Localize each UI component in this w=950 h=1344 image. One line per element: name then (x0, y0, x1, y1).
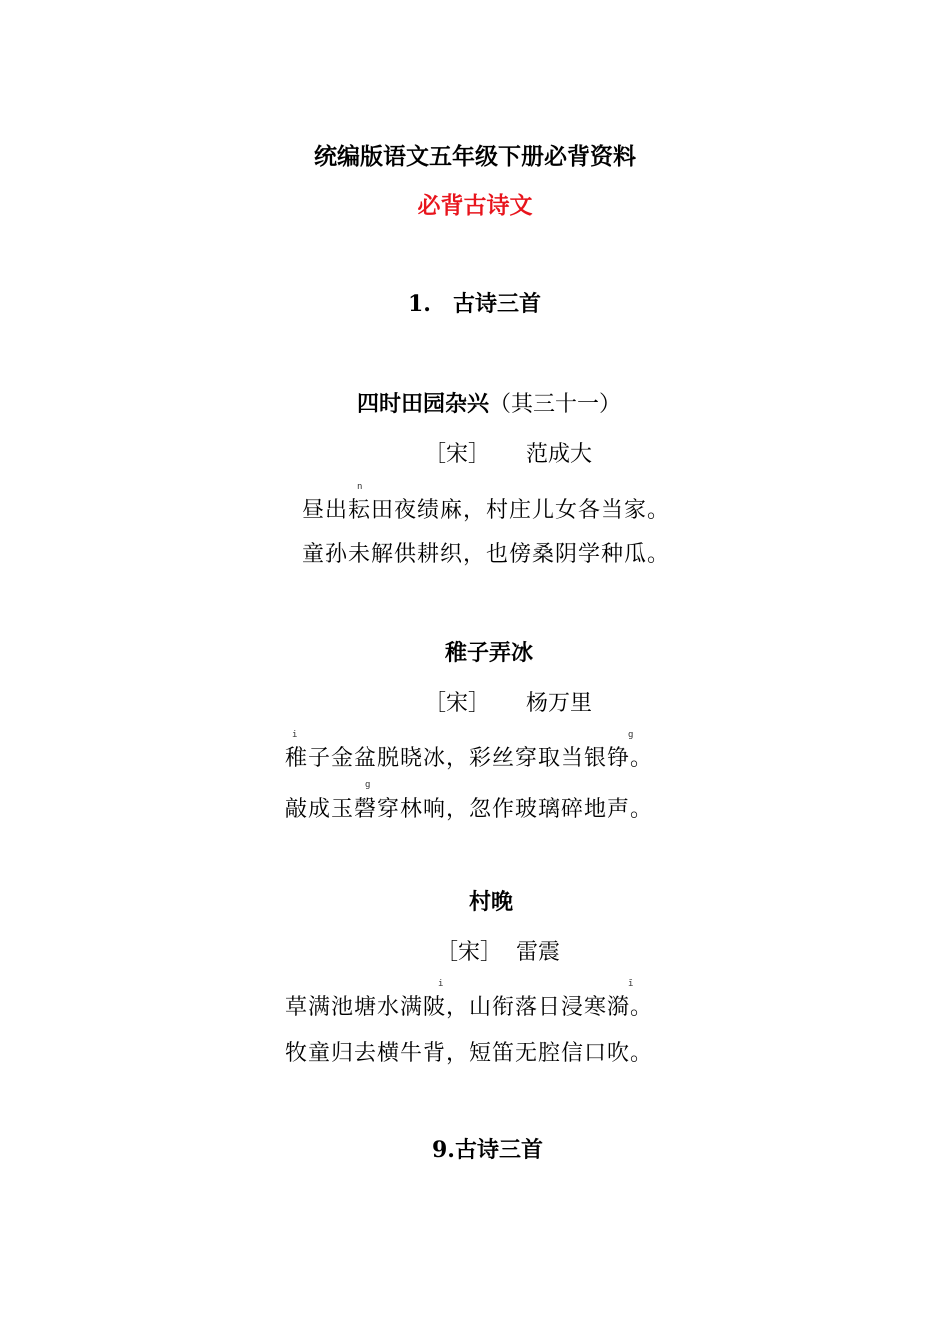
poem-dynasty: ［宋］ (424, 691, 491, 716)
pinyin-mark: i (292, 730, 298, 740)
poem-author (436, 935, 560, 966)
poem-author-name: 杨万里 (526, 691, 593, 716)
pinyin-mark: ī (628, 979, 634, 989)
poem-line: 敲成玉磬穿林响，忽作玻璃碎地声。 (285, 797, 654, 822)
poem-dynasty: ［宋］ (424, 442, 491, 467)
poem-line: 牧童归去横牛背，短笛无腔信口吹。 (285, 1041, 654, 1066)
poem-author-name: 雷震 (516, 940, 561, 965)
poem-author (424, 686, 592, 717)
lesson-number: 1. (408, 291, 431, 317)
pinyin-mark: g (628, 730, 634, 740)
poem-title: 村晚 (469, 889, 514, 915)
pinyin-mark: i (438, 979, 444, 989)
poem-line: 童孙未解供耕织，也傍桑阴学种瓜。 (302, 542, 671, 567)
lesson-title: 古诗三首 (454, 1137, 543, 1163)
poem-title-note: （其三十一） (489, 392, 622, 417)
lesson-heading (432, 1133, 543, 1164)
pinyin-mark: n (357, 482, 363, 492)
poem-line: 草满池塘水满陂，山衔落日浸寒漪。 (285, 995, 654, 1020)
lesson-title: 古诗三首 (452, 291, 541, 317)
poem-title: 稚子弄冰 (445, 640, 534, 666)
poem-title-text: 四时田园杂兴 (357, 391, 490, 417)
lesson-heading (408, 287, 541, 318)
poem-line: 昼出耘田夜绩麻，村庄儿女各当家。 (302, 498, 671, 523)
poem-line: 稚子金盆脱晓冰，彩丝穿取当银铮。 (285, 746, 654, 771)
poem-author-name: 范成大 (526, 442, 593, 467)
document-title: 统编版语文五年级下册必背资料 (314, 143, 636, 170)
pinyin-mark: g (365, 780, 371, 790)
section-heading: 必背古诗文 (417, 192, 533, 219)
poem-title (357, 387, 621, 418)
poem-dynasty: ［宋］ (436, 940, 503, 965)
poem-author (424, 437, 592, 468)
lesson-number: 9. (432, 1137, 455, 1163)
